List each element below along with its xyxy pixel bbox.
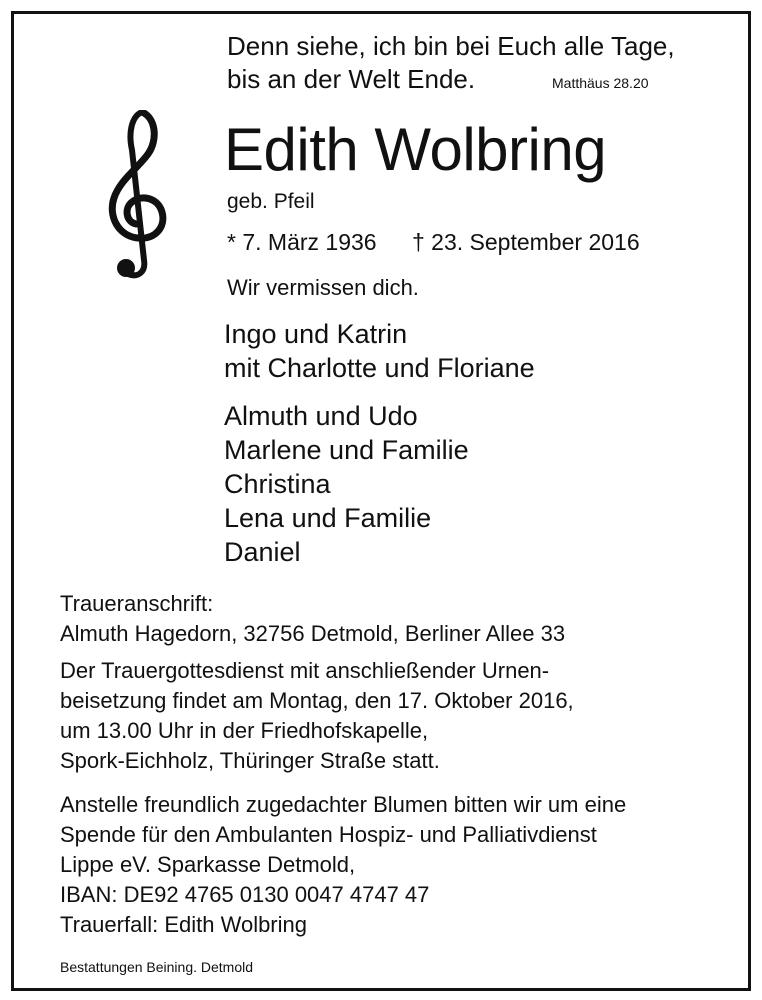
donation-line: Spende für den Ambulanten Hospiz- und Palliativdienst xyxy=(60,822,597,847)
mourner-line: Lena und Familie xyxy=(224,503,432,533)
birth-date: * 7. März 1936 xyxy=(227,229,377,255)
mourners-group-1 xyxy=(224,317,535,385)
verse-reference: Matthäus 28.20 xyxy=(552,75,649,91)
verse-line-2: bis an der Welt Ende. xyxy=(227,64,476,94)
maiden-name: geb. Pfeil xyxy=(227,190,315,213)
mourner-line: Christina xyxy=(224,469,331,499)
address-label: Traueranschrift: xyxy=(60,591,214,616)
mourner-line: Marlene und Familie xyxy=(224,435,469,465)
funeral-home: Bestattungen Beining. Detmold xyxy=(60,959,254,975)
service-line: Der Trauergottesdienst mit anschließender Urnen- xyxy=(60,658,550,683)
deceased-name: Edith Wolbring xyxy=(224,116,607,183)
mourners-group-2 xyxy=(224,399,469,569)
address-value: Almuth Hagedorn, 32756 Detmold, Berliner Allee 33 xyxy=(60,621,566,646)
message: Wir vermissen dich. xyxy=(227,275,419,300)
death-date: † 23. September 2016 xyxy=(412,229,640,255)
donation-line: Trauerfall: Edith Wolbring xyxy=(60,912,307,937)
verse-line-1: Denn siehe, ich bin bei Euch alle Tage, xyxy=(227,31,675,61)
service-line: Spork-Eichholz, Thüringer Straße statt. xyxy=(60,748,440,773)
donation-line: Lippe eV. Sparkasse Detmold, xyxy=(60,852,356,877)
mourner-line: Ingo und Katrin xyxy=(224,319,408,349)
mourner-line: mit Charlotte und Floriane xyxy=(224,353,535,383)
donation-info xyxy=(60,790,626,940)
donation-line: Anstelle freundlich zugedachter Blumen bitten wir um eine xyxy=(60,792,627,817)
mourner-line: Daniel xyxy=(224,537,301,567)
donation-line: IBAN: DE92 4765 0130 0047 4747 47 xyxy=(60,882,430,907)
service-info xyxy=(60,656,574,776)
treble-clef-icon xyxy=(98,110,178,280)
service-line: beisetzung findet am Montag, den 17. Oktober 2016, xyxy=(60,688,574,713)
mourner-line: Almuth und Udo xyxy=(224,401,418,431)
service-line: um 13.00 Uhr in der Friedhofskapelle, xyxy=(60,718,429,743)
